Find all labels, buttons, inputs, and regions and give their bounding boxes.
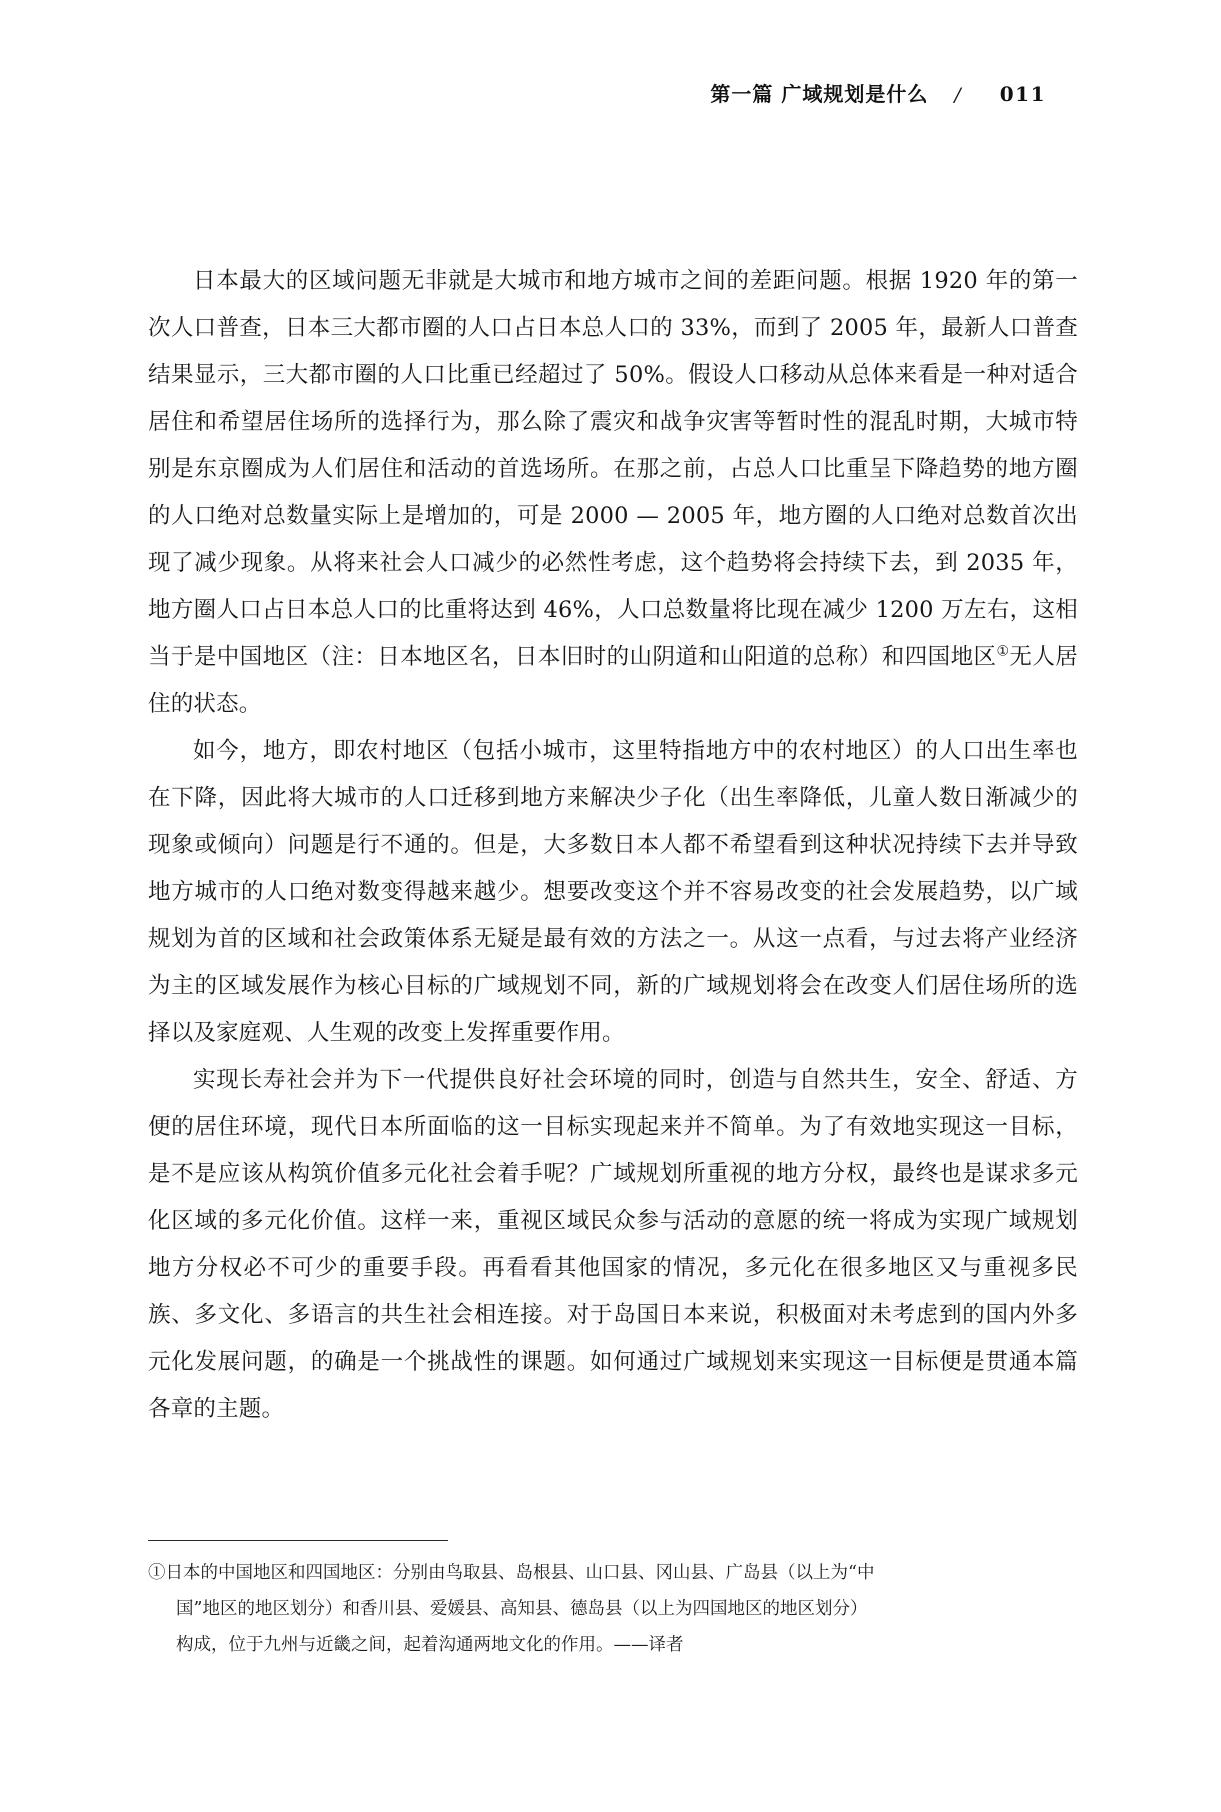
footnote-marker: ① <box>148 1563 166 1583</box>
paragraph-1-tail: 无人居住的状态。 <box>148 644 1078 717</box>
page-number: 011 <box>999 82 1046 106</box>
paragraph-2: 如今，地方，即农村地区（包括小城市，这里特指地方中的农村地区）的人口出生率也在下降，因此将大城市的人口迁移到地方来解决少子化（出生率降低，儿童人数日渐减少的现象或倾向）问题是行不通的。但是，大多数日本人都不希望看到这种状况持续下去并导致地方城市的人口绝对数变得越来越少。想要改变这个并不容易改变的社会发展趋势，以广域规划为首的区域和社会政策体系无疑是最有效的方法之一。从这一点看，与过去将产业经济为主的区域发展作为核心目标的广域规划不同，新的广域规划将会在改变人们居住场所的选择以及家庭观、人生观的改变上发挥重要作用。 <box>148 738 1078 1046</box>
footnote-block <box>148 1555 1078 1663</box>
paragraph-1 <box>148 258 1078 728</box>
paragraph-1-text: 日本最大的区域问题无非就是大城市和地方城市之间的差距问题。根据 1920 年的第一次人口普查，日本三大都市圈的人口占日本总人口的 33%，而到了 2005 年，最新人口普查结果显示，三大都市圈的人口比重已经超过了 50%。假设人口移动从总体来看是一种对适合居住和希望居住场所的选择行为，那么除了震灾和战争灾害等暂时性的混乱时期，大城市特别是东京圈成为人们居住和活动的首选场所。在那之前，占总人口比重呈下降趋势的地方圈的人口绝对总数量实际上是增加的，可是 2000 — 2005 年，地方圈的人口绝对总数首次出现了减少现象。从将来社会人口减少的必然性考虑，这个趋势将会持续下去，到 2035 年，地方圈人口占日本总人口的比重将达到 46%，人口总数量将比现在减少 1200 万左右，这相当于是中国地区（注：日本地区名，日本旧时的山阴道和山阳道的总称）和四国地区 <box>148 268 1078 670</box>
paragraph-3: 实现长寿社会并为下一代提供良好社会环境的同时，创造与自然共生，安全、舒适、方便的居住环境，现代日本所面临的这一目标实现起来并不简单。为了有效地实现这一目标，是不是应该从构筑价值多元化社会着手呢？广域规划所重视的地方分权，最终也是谋求多元化区域的多元化价值。这样一来，重视区域民众参与活动的意愿的统一将成为实现广域规划地方分权必不可少的重要手段。再看看其他国家的情况，多元化在很多地区又与重视多民族、多文化、多语言的共生社会相连接。对于岛国日本来说，积极面对未考虑到的国内外多元化发展问题，的确是一个挑战性的课题。如何通过广域规划来实现这一目标便是贯通本篇各章的主题。 <box>148 1067 1078 1422</box>
running-head-title: 第一篇 广域规划是什么 <box>710 82 929 106</box>
running-head-separator: / <box>954 84 962 106</box>
footnote-divider <box>148 1540 448 1541</box>
footnote-line-1 <box>148 1555 1078 1591</box>
footnote-line-3: 构成，位于九州与近畿之间，起着沟通两地文化的作用。——译者 <box>176 1635 684 1655</box>
footnote-area <box>148 1540 1078 1663</box>
body-content <box>148 258 1078 1433</box>
footnote-line-1-text: 日本的中国地区和四国地区：分别由鸟取县、岛根县、山口县、冈山县、广岛县（以上为“中 <box>165 1563 875 1583</box>
footnote-marker-inline[interactable]: ① <box>996 643 1010 660</box>
running-head <box>710 78 1046 107</box>
footnote-line-2: 国”地区的地区划分）和香川县、爱媛县、高知县、德岛县（以上为四国地区的地区划分） <box>176 1599 868 1619</box>
